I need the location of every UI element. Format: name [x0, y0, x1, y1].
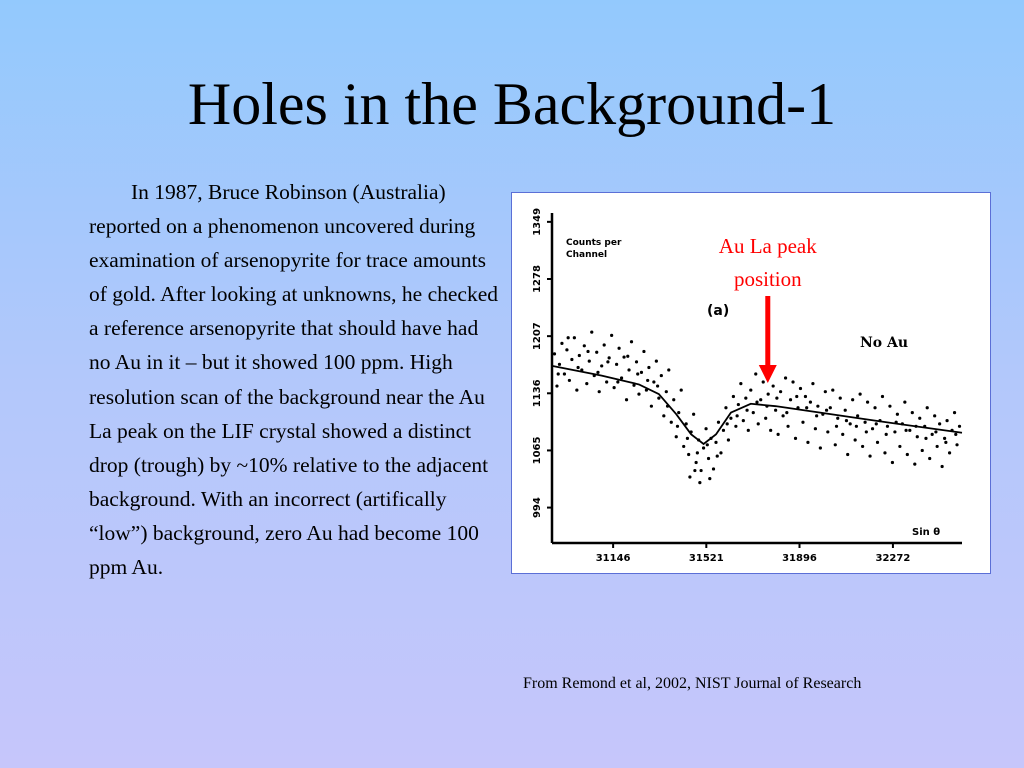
data-point — [844, 409, 847, 412]
data-point — [826, 430, 829, 433]
data-point — [804, 395, 807, 398]
data-point — [722, 429, 725, 432]
data-point — [871, 427, 874, 430]
data-point — [603, 343, 606, 346]
data-point — [953, 411, 956, 414]
data-point — [712, 467, 715, 470]
data-point — [590, 331, 593, 334]
annotation-label-line1: Au La peak — [718, 234, 817, 258]
data-point — [926, 406, 929, 409]
data-point — [737, 403, 740, 406]
data-point — [749, 388, 752, 391]
data-point — [565, 348, 568, 351]
data-point — [656, 384, 659, 387]
data-point — [825, 409, 828, 412]
fit-line — [552, 366, 962, 444]
data-point — [724, 406, 727, 409]
x-tick-label: 31521 — [688, 553, 724, 564]
data-point — [863, 421, 866, 424]
data-point — [955, 443, 958, 446]
data-point — [706, 443, 709, 446]
data-point — [786, 425, 789, 428]
data-point — [794, 437, 797, 440]
data-point — [958, 425, 961, 428]
data-point — [677, 411, 680, 414]
data-point — [745, 409, 748, 412]
data-point — [699, 469, 702, 472]
data-point — [875, 422, 878, 425]
data-point — [693, 469, 696, 472]
data-point — [557, 372, 560, 375]
data-point — [806, 441, 809, 444]
data-point — [696, 451, 699, 454]
data-point — [851, 398, 854, 401]
data-point — [933, 414, 936, 417]
data-point — [714, 441, 717, 444]
data-point — [555, 384, 558, 387]
data-point — [941, 465, 944, 468]
data-point — [608, 356, 611, 359]
data-point — [734, 425, 737, 428]
data-point — [588, 359, 591, 362]
data-point — [692, 413, 695, 416]
data-point — [948, 451, 951, 454]
data-point — [891, 461, 894, 464]
data-point — [893, 430, 896, 433]
data-point — [646, 379, 649, 382]
figure-caption: From Remond et al, 2002, NIST Journal of Research — [523, 675, 862, 692]
data-point — [791, 380, 794, 383]
data-point — [781, 414, 784, 417]
data-point — [630, 340, 633, 343]
data-point — [670, 421, 673, 424]
data-point — [560, 342, 563, 345]
data-point — [928, 457, 931, 460]
data-point — [921, 449, 924, 452]
data-point — [727, 438, 730, 441]
data-point — [600, 364, 603, 367]
data-point — [811, 382, 814, 385]
data-point — [660, 374, 663, 377]
data-point — [815, 414, 818, 417]
data-point — [799, 387, 802, 390]
data-point — [625, 398, 628, 401]
data-point — [702, 446, 705, 449]
data-point — [904, 429, 907, 432]
data-point — [652, 380, 655, 383]
data-point — [688, 475, 691, 478]
data-point — [876, 441, 879, 444]
data-point — [938, 422, 941, 425]
data-point — [698, 481, 701, 484]
data-point — [744, 397, 747, 400]
data-point — [583, 344, 586, 347]
data-point — [680, 388, 683, 391]
data-point — [637, 392, 640, 395]
data-point — [885, 433, 888, 436]
data-point — [635, 360, 638, 363]
data-point — [736, 414, 739, 417]
data-point — [767, 392, 770, 395]
y-tick-label: 1065 — [532, 436, 543, 465]
data-point — [936, 445, 939, 448]
data-point — [596, 371, 599, 374]
y-axis-title-line1: Counts per — [566, 238, 622, 248]
chart-figure — [511, 192, 991, 574]
data-point — [908, 429, 911, 432]
data-point — [924, 437, 927, 440]
data-point — [558, 363, 561, 366]
data-point — [906, 453, 909, 456]
y-tick-label: 1349 — [532, 207, 543, 236]
data-point — [873, 406, 876, 409]
data-point — [595, 351, 598, 354]
data-point — [759, 398, 762, 401]
data-point — [801, 421, 804, 424]
data-point — [795, 395, 798, 398]
data-point — [836, 417, 839, 420]
data-point — [777, 433, 780, 436]
data-point — [859, 392, 862, 395]
y-tick-label: 1278 — [532, 265, 543, 293]
data-point — [769, 429, 772, 432]
data-point — [640, 371, 643, 374]
data-point — [708, 477, 711, 480]
data-point — [762, 380, 765, 383]
x-tick-label: 32272 — [875, 553, 911, 564]
data-point — [655, 359, 658, 362]
data-point — [598, 390, 601, 393]
x-tick-label: 31896 — [782, 553, 817, 564]
data-point — [861, 445, 864, 448]
data-point — [913, 463, 916, 466]
data-point — [650, 405, 653, 408]
y-axis-title-line2: Channel — [566, 250, 608, 260]
data-point — [944, 441, 947, 444]
data-point — [567, 336, 570, 339]
data-point — [824, 390, 827, 393]
data-point — [764, 417, 767, 420]
slide-title: Holes in the Background-1 — [187, 71, 837, 137]
data-point — [931, 433, 934, 436]
data-point — [642, 350, 645, 353]
data-point — [755, 401, 758, 404]
data-point — [816, 405, 819, 408]
data-point — [898, 445, 901, 448]
data-point — [888, 405, 891, 408]
data-point — [881, 395, 884, 398]
data-point — [667, 368, 670, 371]
data-point — [605, 380, 608, 383]
data-point — [814, 427, 817, 430]
data-point — [945, 419, 948, 422]
data-point — [739, 382, 742, 385]
data-point — [704, 427, 707, 430]
data-point — [613, 386, 616, 389]
data-point — [752, 411, 755, 414]
data-point — [610, 334, 613, 337]
sample-label: No Au — [860, 335, 909, 351]
data-point — [886, 425, 889, 428]
data-point — [707, 457, 710, 460]
data-point — [805, 406, 808, 409]
data-point — [695, 461, 698, 464]
y-tick-label: 1207 — [532, 322, 543, 351]
data-point — [785, 411, 788, 414]
data-point — [774, 409, 777, 412]
data-point — [757, 422, 760, 425]
data-point — [829, 406, 832, 409]
data-point — [563, 372, 566, 375]
data-point — [716, 454, 719, 457]
y-tick-label: 994 — [532, 497, 543, 519]
data-point — [747, 429, 750, 432]
data-point — [719, 451, 722, 454]
panel-label: (a) — [707, 303, 730, 319]
data-point — [568, 379, 571, 382]
data-point — [675, 435, 678, 438]
data-point — [784, 376, 787, 379]
data-point — [578, 354, 581, 357]
data-point — [954, 433, 957, 436]
data-point — [586, 350, 589, 353]
data-point — [883, 451, 886, 454]
x-axis-title: Sin θ — [912, 527, 941, 538]
data-point — [729, 417, 732, 420]
data-point — [868, 454, 871, 457]
data-point — [626, 355, 629, 358]
data-point — [662, 414, 665, 417]
data-point — [855, 425, 858, 428]
data-point — [754, 372, 757, 375]
data-point — [622, 355, 625, 358]
data-point — [849, 422, 852, 425]
annotation-label-line2: position — [733, 267, 802, 291]
data-point — [934, 430, 937, 433]
data-point — [616, 380, 619, 383]
data-point — [831, 388, 834, 391]
data-point — [742, 419, 745, 422]
data-point — [665, 390, 668, 393]
scatter-chart — [512, 193, 990, 573]
data-point — [845, 419, 848, 422]
data-point — [779, 390, 782, 393]
data-point — [834, 443, 837, 446]
data-point — [676, 425, 679, 428]
data-point — [916, 435, 919, 438]
data-point — [772, 384, 775, 387]
data-point — [726, 422, 729, 425]
data-point — [575, 388, 578, 391]
data-point — [775, 397, 778, 400]
data-point — [682, 445, 685, 448]
data-point — [918, 417, 921, 420]
data-point — [903, 401, 906, 404]
data-point — [606, 360, 609, 363]
data-point — [846, 453, 849, 456]
data-point — [686, 437, 689, 440]
data-point — [687, 453, 690, 456]
data-point — [911, 411, 914, 414]
annotation-arrow-head — [759, 365, 777, 383]
data-point — [865, 430, 868, 433]
data-point — [627, 368, 630, 371]
data-point — [717, 421, 720, 424]
data-point — [809, 401, 812, 404]
data-point — [866, 401, 869, 404]
data-point — [573, 336, 576, 339]
slide-body-text: In 1987, Bruce Robinson (Australia) reported on a phenomenon uncovered during examination of arsenopyrite for trace amounts of gold. After looking at unknowns, he checked a reference arsenopyrite that should have had no Au in it – but it showed 100 ppm. High resolution scan of the background near the Au La peak on the LIF crystal showed a distinct drop (trough) by ~10% relative to the adjacent background. With an incorrect (artifically “low”) background, zero Au had become 100 ppm Au. — [89, 180, 499, 580]
data-point — [835, 425, 838, 428]
data-point — [615, 363, 618, 366]
data-point — [657, 397, 660, 400]
data-point — [839, 397, 842, 400]
y-tick-label: 1136 — [532, 379, 543, 408]
data-point — [732, 395, 735, 398]
data-point — [896, 413, 899, 416]
x-tick-label: 31146 — [595, 553, 631, 564]
data-point — [854, 438, 857, 441]
data-point — [841, 433, 844, 436]
data-point — [856, 414, 859, 417]
data-point — [672, 398, 675, 401]
data-point — [576, 366, 579, 369]
data-point — [585, 382, 588, 385]
data-point — [617, 347, 620, 350]
data-point — [647, 366, 650, 369]
data-point — [943, 437, 946, 440]
data-point — [570, 358, 573, 361]
data-point — [553, 352, 556, 355]
data-point — [789, 398, 792, 401]
data-point — [636, 372, 639, 375]
data-point — [819, 446, 822, 449]
